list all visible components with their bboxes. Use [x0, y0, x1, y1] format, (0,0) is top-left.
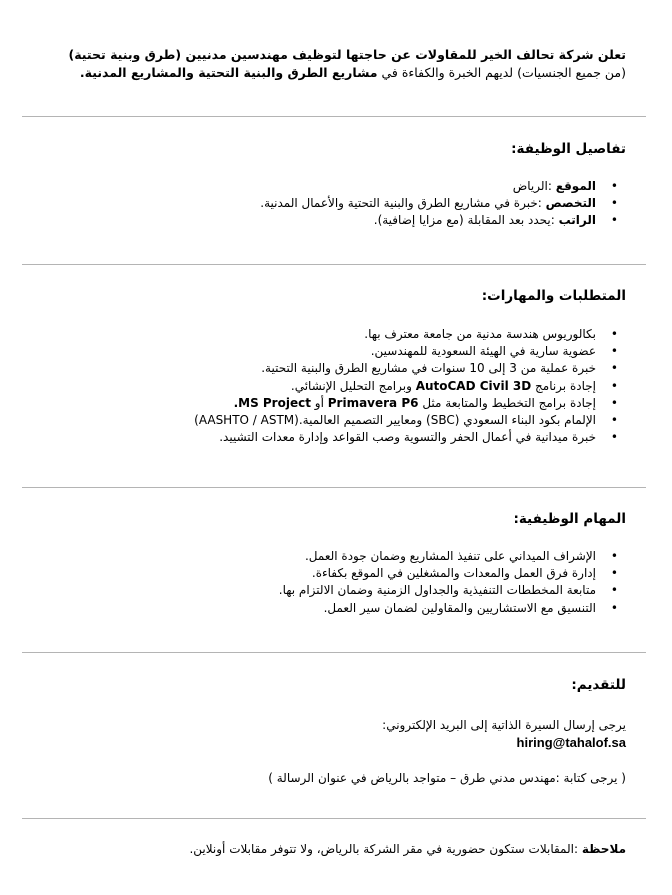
apply-instruction: يرجى إرسال السيرة الذاتية إلى البريد الإلكتروني: — [382, 718, 626, 732]
duty-item: • إدارة فرق العمل والمعدات والمشغلين في الموقع بكفاءة. — [36, 565, 596, 582]
requirement-text: وبرامج التحليل الإنشائي. — [290, 378, 412, 393]
requirement-item — [36, 395, 596, 412]
duty-item: • الإشراف الميداني على تنفيذ المشاريع وضمان جودة العمل. — [36, 548, 596, 565]
detail-item-specialty — [36, 195, 596, 212]
duty-item: • التنسيق مع الاستشاريين والمقاولين لضمان سير العمل. — [36, 600, 596, 617]
software-name: AutoCAD Civil 3D — [415, 378, 532, 393]
detail-label: الموقع — [555, 179, 596, 193]
section-divider — [22, 818, 646, 819]
requirement-item: • خبرة عملية من 3 إلى 10 سنوات في مشاريع الطرق والبنية التحتية. — [36, 360, 596, 377]
detail-value: :الرياض — [512, 179, 552, 193]
software-name: Primavera P6 — [327, 395, 419, 410]
requirement-text: أو — [314, 395, 324, 410]
requirements-list — [36, 326, 626, 446]
requirement-text: إجادة برنامج — [535, 378, 596, 393]
apply-heading: للتقديم: — [571, 677, 626, 693]
intro-line-1: تعلن شركة تحالف الخير للمقاولات عن حاجتها لتوظيف مهندسين مدنيين (طرق وبنية تحتية) — [68, 47, 626, 62]
job-details-list — [36, 178, 626, 230]
section-divider — [22, 264, 646, 265]
intro-line-2-bold: مشاريع الطرق والبنية التحتية والمشاريع المدنية. — [79, 65, 378, 80]
detail-label: الراتب — [558, 213, 596, 228]
apply-email: hiring@tahalof.sa — [516, 735, 626, 750]
intro-paragraph — [36, 46, 626, 82]
section-divider — [22, 487, 646, 488]
detail-item-location — [36, 178, 596, 195]
requirement-text: إجادة برامج التخطيط والمتابعة مثل — [422, 395, 596, 410]
software-name: .MS Project — [233, 395, 311, 410]
apply-subject-note: ( يرجى كتابة :مهندس مدني طرق – متواجد بالرياض في عنوان الرسالة ) — [268, 771, 626, 785]
note-label: ملاحظة — [581, 842, 626, 856]
duties-heading: المهام الوظيفية: — [513, 511, 626, 527]
note-text: :المقابلات ستكون حضورية في مقر الشركة بالرياض، ولا تتوفر مقابلات أونلاين. — [189, 842, 579, 856]
requirement-item: • بكالوريوس هندسة مدنية من جامعة معترف بها. — [36, 326, 596, 343]
detail-label: التخصص — [545, 196, 596, 211]
detail-value: :خبرة في مشاريع الطرق والبنية التحتية والأعمال المدنية. — [260, 196, 542, 211]
requirement-item: • خبرة ميدانية في أعمال الحفر والتسوية وصب القواعد وإدارة معدات التشييد. — [36, 429, 596, 446]
detail-item-salary — [36, 212, 596, 229]
duty-item: • متابعة المخططات التنفيذية والجداول الزمنية وضمان الالتزام بها. — [36, 582, 596, 599]
requirement-item: • الإلمام بكود البناء السعودي (SBC) ومعايير التصميم العالمية.(AASHTO / ASTM) — [36, 412, 596, 429]
duties-list — [36, 548, 626, 617]
job-details-heading: تفاصيل الوظيفة: — [511, 141, 626, 157]
requirement-item: • عضوية سارية في الهيئة السعودية للمهندسين. — [36, 343, 596, 360]
intro-line-2-prefix: (من جميع الجنسيات) لديهم الخبرة والكفاءة في — [381, 65, 626, 80]
section-divider — [22, 116, 646, 117]
intro-line-2 — [36, 64, 626, 82]
requirement-item — [36, 378, 596, 395]
detail-value: :يحدد بعد المقابلة (مع مزايا إضافية). — [373, 213, 555, 228]
note-line — [46, 842, 626, 856]
requirements-heading: المتطلبات والمهارات: — [481, 288, 626, 304]
section-divider — [22, 652, 646, 653]
